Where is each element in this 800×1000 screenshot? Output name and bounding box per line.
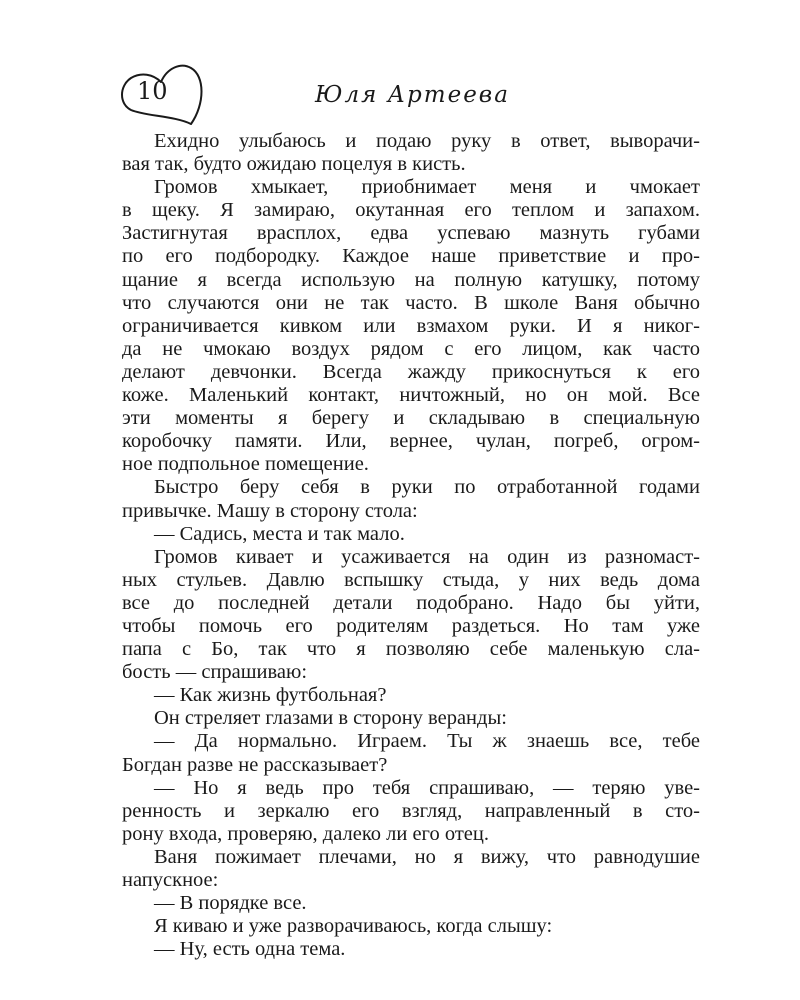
paragraph [122,546,700,685]
text-line: рону входа, проверяю, далеко ли его отец. [122,822,489,845]
text-line: щание я всегда использую на полную катушку, потому [122,268,700,291]
text-line: ренность и зеркалю его взгляд, направленный в сто- [122,799,700,822]
text-line: Громов хмыкает, приобнимает меня и чмокает [154,176,700,199]
page-number-badge [117,58,209,130]
text-line: чтобы помочь его родителям раздеться. Но там уже [122,614,700,637]
text-line: — Садись, места и так мало. [154,522,405,545]
text-line: Он стреляет глазами в сторону веранды: [154,707,507,730]
paragraph [122,684,700,707]
text-line: Застигнутая врасплох, едва успеваю мазнуть губами [122,222,700,245]
text-line: Ваня пожимает плечами, но я вижу, что равнодушие [154,845,700,868]
running-head-author: Юля Артеева [315,82,510,108]
text-line: напускное: [122,869,219,891]
paragraph [122,130,700,176]
text-line: что случаются они не так часто. В школе Ваня обычно [122,291,700,314]
text-line: делают девчонки. Всегда жажду прикоснуться к его [122,360,700,383]
paragraph [122,938,700,961]
paragraph [122,777,700,846]
text-line: да не чмокаю воздух рядом с его лицом, как часто [122,337,700,360]
paragraph [122,915,700,938]
text-line: Быстро беру себя в руки по отработанной годами [154,476,700,499]
page-number: 10 [137,77,168,105]
text-line: Ехидно улыбаюсь и подаю руку в ответ, выворачи- [154,130,700,152]
text-line: — Как жизнь футбольная? [154,684,387,707]
paragraph [122,176,700,476]
text-line: — Да нормально. Играем. Ты ж знаешь все, тебе [154,730,700,753]
text-line: бость — спрашиваю: [122,661,308,684]
text-line: ное подпольное помещение. [122,453,369,476]
text-line: папа с Бо, так что я позволяю себе маленькую сла- [122,638,700,661]
text-line: привычке. Машу в сторону стола: [122,499,418,522]
paragraph [122,707,700,730]
text-line: Я киваю и уже разворачиваюсь, когда слышу: [154,915,553,938]
text-line: Богдан разве не рассказывает? [122,753,388,776]
text-line: — Ну, есть одна тема. [154,938,346,961]
text-line: ных стульев. Давлю вспышку стыда, у них ведь дома [122,568,700,591]
paragraph [122,892,700,915]
paragraph [122,730,700,776]
paragraph [122,523,700,546]
text-line: коробочку памяти. Или, вернее, чулан, погреб, огром- [122,430,700,453]
text-line: по его подбородку. Каждое наше приветствие и про- [122,245,700,268]
text-line: в щеку. Я замираю, окутанная его теплом и запахом. [122,199,700,222]
text-line: — В порядке все. [154,892,307,915]
paragraph [122,476,700,522]
text-line: эти моменты я берегу и складываю в специальную [122,407,700,430]
text-line: ограничивается кивком или взмахом руки. И я никог- [122,314,700,337]
text-line: все до последней детали подобрано. Надо бы уйти, [122,591,700,614]
body-text [122,130,700,961]
text-line: коже. Маленький контакт, ничтожный, но он мой. Все [122,384,700,407]
text-line: — Но я ведь про тебя спрашиваю, — теряю уве- [154,776,700,799]
paragraph [122,846,700,892]
text-line: Громов кивает и усаживается на один из разномаст- [154,545,700,568]
text-line: вая так, будто ожидаю поцелуя в кисть. [122,153,466,176]
